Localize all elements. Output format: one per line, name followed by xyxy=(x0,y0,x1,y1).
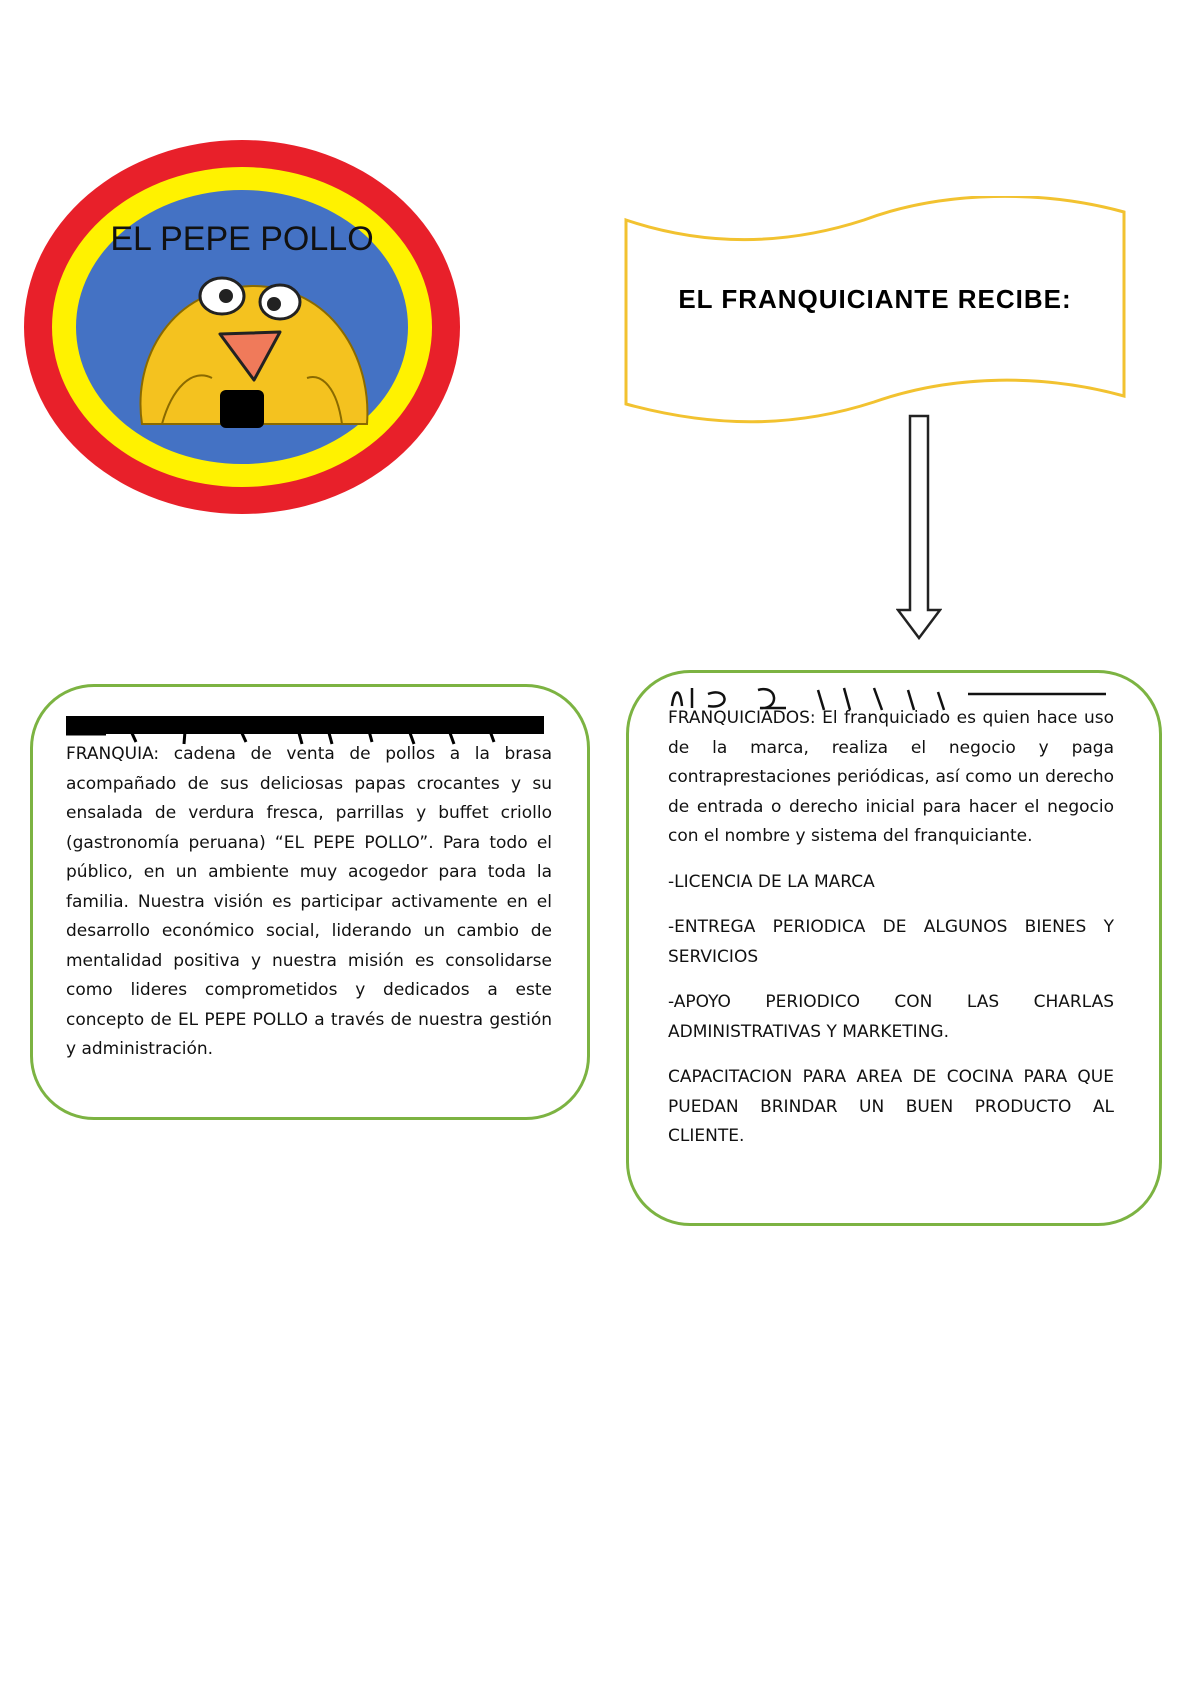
el-pepe-pollo-logo xyxy=(22,138,462,516)
benefit-item-capacitacion: CAPACITACION PARA AREA DE COCINA PARA QUE PUEDAN BRINDAR UN BUEN PRODUCTO AL CLIENTE. xyxy=(668,1067,1114,1146)
banner-title: EL FRANQUICIANTE RECIBE: xyxy=(678,284,1072,314)
franquiciados-intro: FRANQUICIADOS: El franquiciado es quien hace uso de la marca, realiza el negocio y paga contraprestaciones periódicas, así como un derecho de entrada o derecho inicial para hacer el negocio con el nombre y sistema del franquiciante. xyxy=(668,708,1114,846)
franquicia-paragraph: FRANQUIA: cadena de venta de pollos a la brasa acompañado de sus deliciosas papas crocantes y su ensalada de verdura fresca, parrillas y buffet criollo (gastronomía peruana) “EL PEPE POLLO”. Para todo el público, en un ambiente muy acogedor para toda la familia. Nuestra visión es participar activamente en el desarrollo económico social, liderando un cambio de mentalidad positiva y nuestra misión es consolidarse como lideres comprometidos y dedicados a este concepto de EL PEPE POLLO a través de nuestra gestión y administración. xyxy=(66,744,552,1059)
logo-brand-text: EL PEPE POLLO xyxy=(110,220,374,258)
benefit-item-apoyo: -APOYO PERIODICO CON LAS CHARLAS ADMINISTRATIVAS Y MARKETING. xyxy=(668,992,1114,1042)
benefit-item-licencia: -LICENCIA DE LA MARCA xyxy=(668,871,875,892)
down-arrow-icon xyxy=(896,414,942,640)
franquicia-description xyxy=(66,740,552,1081)
benefit-item-entrega: -ENTREGA PERIODICA DE ALGUNOS BIENES Y SERVICIOS xyxy=(668,917,1114,967)
franquiciados-description xyxy=(668,704,1114,1168)
